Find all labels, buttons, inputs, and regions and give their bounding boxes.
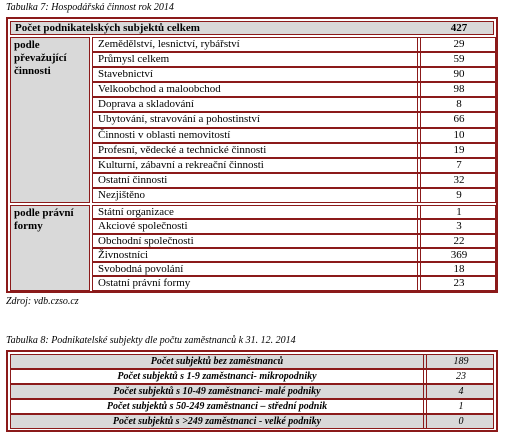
row-name: Akciové společnosti xyxy=(98,220,188,233)
row-value: 9 xyxy=(456,188,462,201)
table-row xyxy=(10,369,494,384)
table-7 xyxy=(6,17,498,293)
row-value: 1 xyxy=(458,401,464,412)
row-value: 29 xyxy=(453,38,465,50)
row-name: Průmysl celkem xyxy=(98,53,170,66)
table-row xyxy=(92,52,496,67)
table7-source: Zdroj: vdb.czso.cz xyxy=(6,296,79,307)
row-value: 90 xyxy=(453,68,465,81)
table-row xyxy=(92,276,496,290)
row-value: 10 xyxy=(453,128,465,141)
row-value: 189 xyxy=(453,356,469,367)
table-row xyxy=(92,97,496,112)
row-value: 3 xyxy=(456,220,462,233)
row-value: 19 xyxy=(453,143,465,156)
row-name: Ubytování, stravování a pohostinství xyxy=(98,113,260,126)
row-value: 98 xyxy=(453,83,465,96)
row-value: 7 xyxy=(456,158,462,171)
group-label: podle právní formy xyxy=(14,207,74,232)
row-name: Státní organizace xyxy=(98,206,174,218)
row-label: Počet subjektů s 1-9 zaměstnanci- mikropodniky xyxy=(117,371,317,382)
row-value: 18 xyxy=(453,263,465,276)
group-by-activity-items xyxy=(92,37,496,203)
table-row xyxy=(92,205,496,219)
row-name: Stavebnictví xyxy=(98,68,153,81)
group-by-activity xyxy=(10,37,90,203)
row-name: Ostatní právní formy xyxy=(98,277,191,290)
table-row xyxy=(92,37,496,52)
table-row xyxy=(92,173,496,188)
group-label: podle převažující činnosti xyxy=(14,39,67,77)
table-row xyxy=(92,82,496,97)
row-value: 32 xyxy=(453,173,465,186)
row-value: 66 xyxy=(453,113,465,126)
row-value: 22 xyxy=(453,234,465,247)
total-label: Počet podnikatelských subjektů celkem xyxy=(15,22,200,34)
table-row xyxy=(92,234,496,248)
row-name: Ostatní činnosti xyxy=(98,173,168,186)
row-label: Počet subjektů s >249 zaměstnanci - velké podniky xyxy=(112,416,322,427)
row-value: 8 xyxy=(456,98,462,111)
row-name: Obchodní společnosti xyxy=(98,234,194,247)
table-row xyxy=(92,128,496,143)
row-label: Počet subjektů s 10-49 zaměstnanci- malé podniky xyxy=(113,386,321,397)
row-name: Živnostníci xyxy=(98,248,149,261)
table-row xyxy=(92,67,496,82)
row-label: Počet subjektů s 50-249 zaměstnanci – střední podnik xyxy=(106,401,328,412)
row-value: 23 xyxy=(456,371,466,382)
table-row xyxy=(92,143,496,158)
table7-caption: Tabulka 7: Hospodářská činnost rok 2014 xyxy=(6,2,174,13)
table-row xyxy=(10,399,494,414)
table8-caption: Tabulka 8: Podnikatelské subjekty dle počtu zaměstnanců k 31. 12. 2014 xyxy=(6,335,296,346)
table-row xyxy=(10,354,494,369)
row-name: Velkoobchod a maloobchod xyxy=(98,83,221,96)
table-row xyxy=(92,219,496,233)
row-value: 369 xyxy=(450,248,468,261)
group-by-legal-form-items xyxy=(92,205,496,291)
row-name: Zemědělství, lesnictví, rybářství xyxy=(98,38,240,50)
row-name: Nezjištěno xyxy=(98,188,146,201)
row-name: Profesní, vědecké a technické činnosti xyxy=(98,143,267,156)
row-name: Kulturní, zábavní a rekreační činnosti xyxy=(98,158,264,171)
table-row xyxy=(92,262,496,276)
table-8 xyxy=(6,350,498,432)
table-row xyxy=(92,248,496,262)
table-row xyxy=(10,384,494,399)
total-row xyxy=(10,21,494,35)
total-value: 427 xyxy=(450,22,468,34)
group-by-legal-form xyxy=(10,205,90,291)
table-row xyxy=(92,188,496,203)
table-row xyxy=(92,112,496,127)
table-row xyxy=(92,158,496,173)
row-name: Svobodná povolání xyxy=(98,263,184,276)
row-name: Doprava a skladování xyxy=(98,98,194,111)
row-name: Činnosti v oblasti nemovitostí xyxy=(98,128,231,141)
row-value: 1 xyxy=(456,206,462,218)
row-value: 4 xyxy=(458,386,464,397)
row-value: 23 xyxy=(453,277,465,290)
row-value: 0 xyxy=(458,416,464,427)
table-row xyxy=(10,414,494,429)
row-value: 59 xyxy=(453,53,465,66)
row-label: Počet subjektů bez zaměstnanců xyxy=(150,356,284,367)
